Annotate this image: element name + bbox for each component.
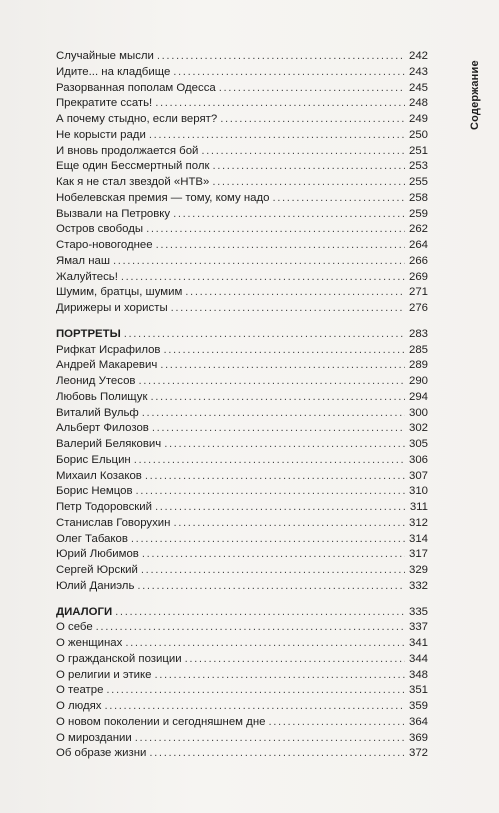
dot-leader [106,683,405,699]
dot-leader [149,128,405,144]
toc-entry-title: И вновь продолжается бой [56,144,199,157]
dot-leader [157,49,405,65]
dot-leader [138,374,405,390]
toc-entry[interactable] [56,270,428,286]
toc-entry-title: Юлий Даниэль [56,579,135,592]
toc-entry[interactable] [56,207,428,223]
toc-entry[interactable] [56,547,428,563]
dot-leader [160,358,405,374]
toc-entry[interactable] [56,731,428,747]
dot-leader [185,652,405,668]
toc-entry[interactable] [56,484,428,500]
toc-entry[interactable] [56,238,428,254]
dot-leader [163,343,405,359]
toc-page-number: 248 [408,97,428,110]
toc-entry[interactable] [56,746,428,762]
toc-page-number: 245 [408,81,428,94]
toc-entry[interactable] [56,222,428,238]
toc-page-number: 259 [408,207,428,220]
toc-entry[interactable] [56,652,428,668]
toc-entry-title: Виталий Вульф [56,406,139,419]
toc-page-number: 312 [408,516,428,529]
toc-entry[interactable] [56,532,428,548]
toc-entry-title: А почему стыдно, если верят? [56,113,218,125]
toc-page-number: 302 [408,422,428,435]
toc-entry[interactable] [56,421,428,437]
toc-section-heading[interactable] [56,327,428,343]
dot-leader [141,563,405,579]
dot-leader [145,469,405,485]
toc-entry-title: О себе [56,621,93,634]
toc-entry-title: Валерий Белякович [56,438,162,450]
toc-entry[interactable] [56,96,428,112]
toc-page-number: 306 [408,453,428,466]
toc-page-number: 289 [408,359,428,372]
toc-page-number: 271 [408,286,428,299]
toc-entry-title: Идите... на кладбище [56,65,171,78]
toc-entry-title: Остров свободы [56,223,144,236]
toc-entry-title: ДИАЛОГИ [56,605,113,618]
dot-leader [155,668,406,684]
running-header: Содержание [469,60,481,130]
dot-leader [173,207,405,223]
toc-entry[interactable] [56,128,428,144]
dot-leader [134,453,405,469]
toc-entry-title: Еще один Бессмертный полк [56,160,210,173]
toc-entry-title: Случайные мысли [56,50,154,62]
dot-leader [220,112,405,128]
toc-page-number: 269 [408,270,428,283]
toc-entry[interactable] [56,453,428,469]
toc-entry-title: Старо-новогоднее [56,239,153,251]
toc-entry-title: Станислав Говорухин [56,516,171,529]
toc-entry-title: Юрий Любимов [56,548,139,561]
toc-entry-title: Борис Немцов [56,485,133,498]
toc-page-number: 242 [408,50,428,62]
dot-leader [212,175,405,191]
toc-page-number: 290 [408,375,428,387]
toc-page-number: 310 [408,485,428,498]
toc-entry-title: О женщинах [56,637,123,649]
dot-leader [272,191,405,207]
toc-entry-title: Не корысти ради [56,128,146,141]
dot-leader [156,238,405,254]
dot-leader [173,65,405,81]
dot-leader [268,715,405,731]
toc-page-number: 369 [408,731,428,744]
dot-leader [151,390,406,406]
section-gap [56,595,428,605]
toc-entry[interactable] [56,620,428,636]
toc-entry-title: Альберт Филозов [56,422,149,435]
toc-entry-title: Об образе жизни [56,747,147,760]
dot-leader [173,516,405,532]
section-gap [56,317,428,327]
toc-entry[interactable] [56,112,428,128]
dot-leader [121,270,405,286]
toc-page-number: 249 [408,113,428,125]
toc-page-number: 305 [408,438,428,450]
toc-page-number: 250 [408,128,428,141]
toc-entry[interactable] [56,301,428,317]
dot-leader [142,547,405,563]
dot-leader [113,254,405,270]
toc-entry[interactable] [56,254,428,270]
toc-page-number: 314 [408,532,428,545]
toc-entry-title: О новом поколении и сегодняшнем дне [56,715,266,728]
toc-page-number: 348 [408,668,428,681]
toc-page-number: 294 [408,390,428,403]
dot-leader [149,746,405,762]
toc-entry-title: Как я не стал звездой «НТВ» [56,176,210,188]
toc-page-number: 332 [408,579,428,592]
dot-leader [142,406,405,422]
dot-leader [155,500,405,516]
dot-leader [146,222,405,238]
toc-page-number: 258 [408,191,428,204]
toc-entry[interactable] [56,343,428,359]
toc-entry-title: О гражданской позиции [56,652,182,665]
toc-page-number: 262 [408,223,428,236]
toc-entry-title: Михаил Козаков [56,469,142,482]
toc-entry[interactable] [56,65,428,81]
toc-entry[interactable] [56,668,428,684]
dot-leader [155,96,405,112]
toc-entry-title: О мироздании [56,731,132,744]
toc-entry[interactable] [56,390,428,406]
toc-entry-title: Шумим, братцы, шумим [56,286,183,299]
dot-leader [164,437,405,453]
toc-page-number: 264 [408,239,428,251]
toc-entry[interactable] [56,437,428,453]
toc-entry[interactable] [56,175,428,191]
toc-section-heading[interactable] [56,605,428,621]
toc-entry[interactable] [56,699,428,715]
toc-entry[interactable] [56,49,428,65]
dot-leader [104,699,405,715]
toc-page-number: 243 [408,65,428,78]
toc-page-number: 266 [408,254,428,267]
toc-entry-title: Прекратите ссать! [56,97,153,110]
toc-entry-title: Нобелевская премия — тому, кому надо [56,191,270,204]
toc-entry[interactable] [56,374,428,390]
toc-page-number: 283 [408,327,428,340]
dot-leader [185,285,405,301]
dot-leader [201,144,405,160]
toc-entry-title: Любовь Полищук [56,390,148,403]
dot-leader [136,484,405,500]
toc-entry[interactable] [56,636,428,652]
dot-leader [115,605,405,621]
toc-entry[interactable] [56,500,428,516]
toc-page-number: 307 [408,469,428,482]
toc-page-number: 253 [408,160,428,173]
dot-leader [135,731,405,747]
toc-page-number: 364 [408,715,428,728]
toc-page-number: 341 [408,637,428,649]
toc-entry-title: О театре [56,684,104,697]
toc-page-number: 351 [408,684,428,697]
toc-entry[interactable] [56,563,428,579]
toc-page-number: 311 [409,501,428,513]
toc-entry-title: Рифкат Исрафилов [56,343,161,356]
toc-page-number: 329 [408,564,428,576]
toc-entry[interactable] [56,81,428,97]
dot-leader [125,636,405,652]
toc-page-number: 359 [408,700,428,712]
toc-entry[interactable] [56,683,428,699]
toc-entry-title: ПОРТРЕТЫ [56,327,121,340]
dot-leader [96,620,405,636]
toc-entry[interactable] [56,715,428,731]
toc-page-number: 317 [408,548,428,561]
toc-entry-title: Дирижеры и хористы [56,302,168,314]
toc-entry-title: Борис Ельцин [56,453,131,466]
dot-leader [152,421,405,437]
dot-leader [131,532,405,548]
toc-entry-title: Петр Тодоровский [56,501,152,513]
toc-entry-title: Сергей Юрский [56,564,138,576]
toc-page-number: 337 [408,621,428,634]
toc-entry-title: Олег Табаков [56,532,128,545]
toc-entry-title: Леонид Утесов [56,375,136,387]
toc-entry[interactable] [56,579,428,595]
toc-entry-title: Андрей Макаревич [56,359,158,372]
toc-page-number: 276 [408,302,428,314]
toc-entry-title: О религии и этике [56,668,152,681]
dot-leader [124,327,405,343]
toc-entry[interactable] [56,191,428,207]
toc-entry[interactable] [56,406,428,422]
toc-page-number: 255 [408,176,428,188]
toc-page-number: 300 [408,406,428,419]
toc-entry-title: Разорванная пополам Одесса [56,81,216,94]
toc-page-number: 335 [408,605,428,618]
table-of-contents [56,49,428,762]
toc-entry-title: О людях [56,700,102,712]
toc-entry[interactable] [56,469,428,485]
dot-leader [137,579,405,595]
toc-page-number: 285 [408,343,428,356]
toc-entry[interactable] [56,285,428,301]
toc-entry-title: Жалуйтесь! [56,270,118,283]
dot-leader [171,301,405,317]
toc-entry-title: Ямал наш [56,254,110,267]
toc-entry[interactable] [56,144,428,160]
toc-entry-title: Вызвали на Петровку [56,207,171,220]
toc-page-number: 251 [408,144,428,157]
toc-entry[interactable] [56,516,428,532]
dot-leader [212,159,405,175]
toc-page-number: 344 [408,652,428,665]
toc-entry[interactable] [56,159,428,175]
toc-entry[interactable] [56,358,428,374]
toc-page-number: 372 [408,747,428,760]
dot-leader [219,81,405,97]
